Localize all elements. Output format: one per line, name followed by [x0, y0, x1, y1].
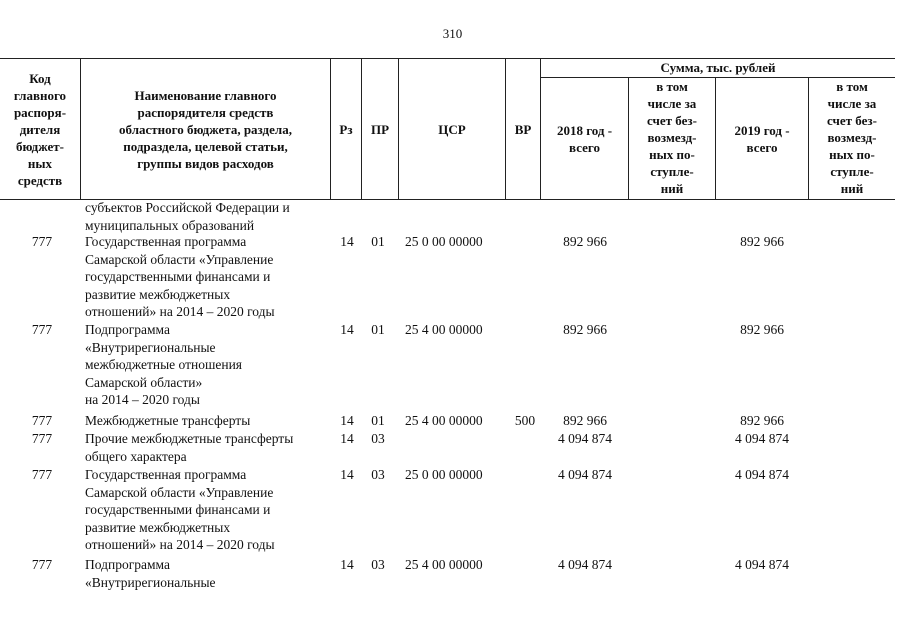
row-rz: 14 — [340, 234, 354, 249]
row-sum-2019: 892 966 — [740, 413, 784, 428]
row-code: 777 — [31, 413, 53, 428]
header-code: Код главного распоря- дителя бюджет- ных средств — [13, 70, 67, 188]
row-pr: 03 — [371, 467, 385, 482]
row-sum-2019: 892 966 — [740, 322, 784, 337]
row-csr: 25 0 00 00000 — [405, 234, 483, 249]
row-code: 777 — [31, 431, 53, 446]
row-rz: 14 — [340, 431, 354, 446]
row-rz: 14 — [340, 322, 354, 337]
row-rz: 14 — [340, 413, 354, 428]
row-sum-2018: 892 966 — [563, 413, 607, 428]
row-sum-2019: 4 094 874 — [735, 431, 789, 446]
row-csr: 25 4 00 00000 — [405, 322, 483, 337]
header-pr: ПР — [370, 121, 390, 137]
row-sum-2018: 4 094 874 — [558, 467, 612, 482]
row-code: 777 — [31, 557, 53, 572]
row-csr: 25 0 00 00000 — [405, 467, 483, 482]
row-code: 777 — [31, 322, 53, 337]
row-name: Подпрограмма «Внутрирегиональные — [85, 557, 216, 590]
row-sum-2018: 4 094 874 — [558, 431, 612, 446]
header-2019-grants: в том числе за счет без- возмезд- ных по- ступле- ний — [827, 79, 877, 196]
row-csr: 25 4 00 00000 — [405, 557, 483, 572]
header-name: Наименование главного распорядителя средств областного бюджета, раздела, подраздела, целевой статьи, группы видов расходов — [119, 87, 292, 171]
row-name: Подпрограмма «Внутрирегиональные межбюджетные отношения Самарской области» на 2014 – 2020 годы — [85, 322, 243, 407]
row-sum-2019: 892 966 — [740, 234, 784, 249]
row-name: Государственная программа Самарской области «Управление государственными финансами и развитие межбюджетных отношений» на 2014 – 2020 годы — [85, 467, 275, 552]
row-name: субъектов Российской Федерации и муниципальных образований — [85, 200, 290, 233]
row-name: Государственная программа Самарской области «Управление государственными финансами и развитие межбюджетных отношений» на 2014 – 2020 годы — [85, 234, 275, 319]
header-vr: ВР — [514, 121, 532, 137]
header-2018-grants: в том числе за счет без- возмезд- ных по- ступле- ний — [647, 79, 697, 196]
header-2019-total: 2019 год - всего — [734, 122, 790, 155]
row-pr: 03 — [371, 431, 385, 446]
row-pr: 01 — [371, 322, 385, 337]
row-csr: 25 4 00 00000 — [405, 413, 483, 428]
row-rz: 14 — [340, 557, 354, 572]
row-sum-2019: 4 094 874 — [735, 467, 789, 482]
header-csr: ЦСР — [438, 121, 466, 137]
page-number: 310 — [442, 26, 463, 41]
row-rz: 14 — [340, 467, 354, 482]
header-sum-title: Сумма, тыс. рублей — [541, 59, 895, 78]
row-pr: 01 — [371, 413, 385, 428]
row-pr: 01 — [371, 234, 385, 249]
row-name: Прочие межбюджетные трансферты общего характера — [85, 431, 294, 464]
row-code: 777 — [31, 467, 53, 482]
row-sum-2018: 4 094 874 — [558, 557, 612, 572]
row-sum-2018: 892 966 — [563, 234, 607, 249]
header-rz: Рз — [339, 121, 353, 137]
row-vr: 500 — [514, 413, 536, 428]
row-name: Межбюджетные трансферты — [85, 413, 251, 428]
header-2018-total: 2018 год - всего — [556, 122, 613, 155]
row-sum-2019: 4 094 874 — [735, 557, 789, 572]
row-sum-2018: 892 966 — [563, 322, 607, 337]
row-code: 777 — [31, 234, 53, 249]
row-pr: 03 — [371, 557, 385, 572]
